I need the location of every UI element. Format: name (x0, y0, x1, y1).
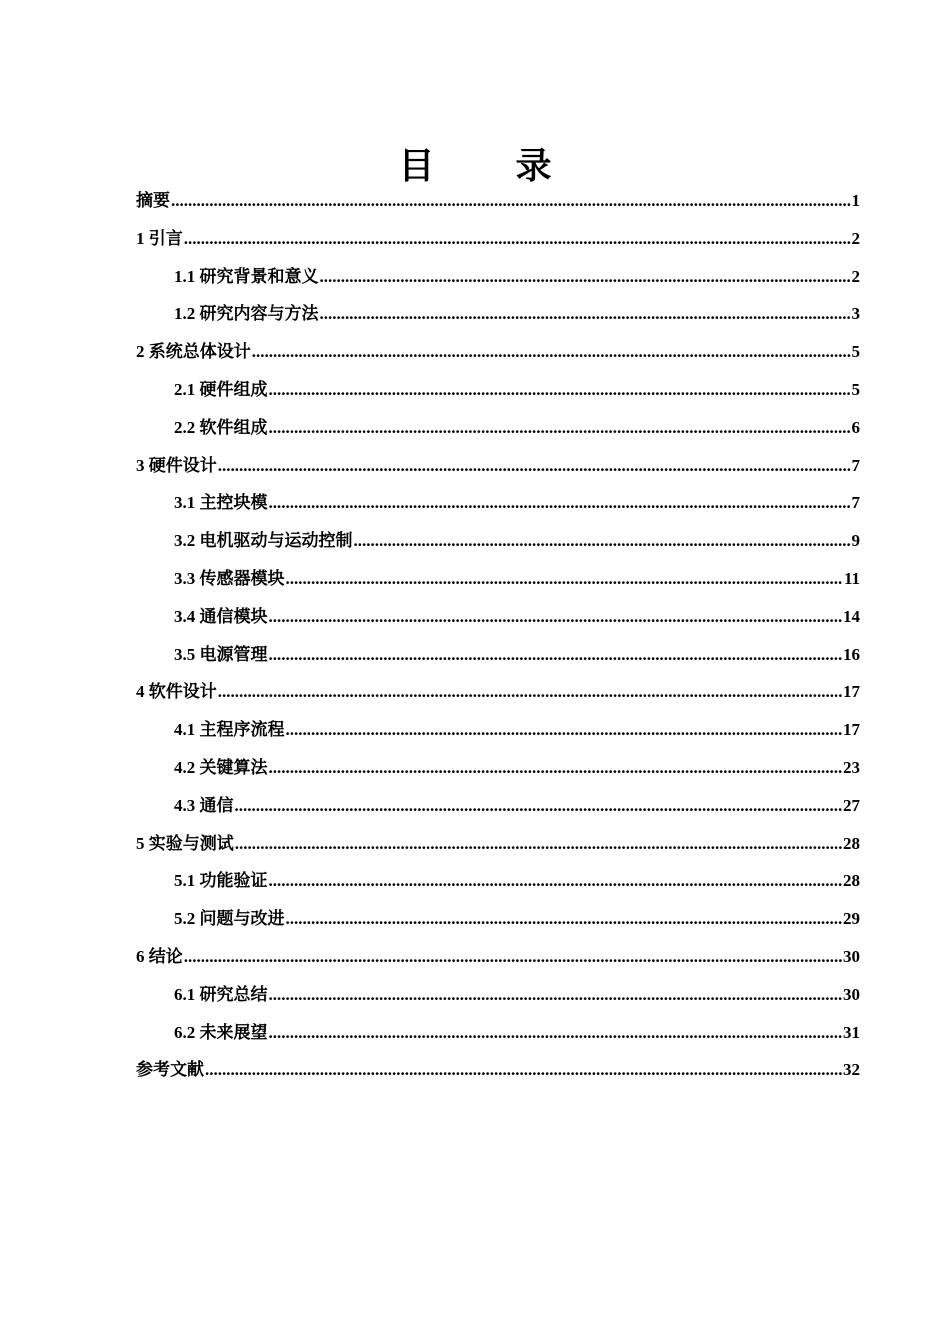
toc-page-number: 31 (843, 1022, 860, 1042)
toc-dot-leader (269, 1018, 843, 1048)
toc-entry-label: 5.2 问题与改进 (174, 909, 285, 929)
toc-entry-label: 2.2 软件组成 (174, 417, 268, 437)
toc-entry-label: 3.4 通信模块 (174, 606, 268, 626)
toc-page-number: 30 (843, 946, 860, 966)
toc-dot-leader (320, 299, 851, 329)
toc-entry-label: 1 引言 (136, 228, 183, 248)
toc-page-number: 7 (851, 493, 860, 513)
toc-entry-label: 3.3 传感器模块 (174, 568, 285, 588)
toc-entry[interactable] (136, 942, 860, 980)
toc-dot-leader (184, 942, 842, 972)
toc-subentry[interactable] (136, 526, 860, 564)
toc-subentry[interactable] (136, 299, 860, 337)
toc-dot-leader (184, 224, 851, 254)
toc-subentry[interactable] (136, 262, 860, 300)
toc-dot-leader (252, 337, 851, 367)
toc-entry-label: 6.1 研究总结 (174, 984, 268, 1004)
toc-entry-label: 1.2 研究内容与方法 (174, 304, 319, 324)
toc-entry-label: 1.1 研究背景和意义 (174, 266, 319, 286)
toc-page-number: 11 (843, 568, 860, 588)
page-title: 目 录 (398, 146, 588, 186)
toc-subentry[interactable] (136, 488, 860, 526)
toc-entry-label: 摘要 (136, 191, 170, 210)
toc-entry-label: 4.3 通信 (174, 795, 234, 815)
toc-subentry[interactable] (136, 602, 860, 640)
toc-dot-leader (286, 904, 843, 934)
toc-page-number: 2 (851, 266, 860, 286)
toc-dot-leader (286, 715, 843, 745)
toc-entry-label: 2 系统总体设计 (136, 342, 251, 362)
toc-subentry[interactable] (136, 1018, 860, 1056)
toc-page-number: 17 (843, 720, 860, 740)
toc-page-number: 28 (843, 871, 860, 891)
toc-page-number: 14 (843, 606, 860, 626)
toc-entry[interactable] (136, 829, 860, 867)
toc-entry[interactable] (136, 186, 860, 224)
toc-dot-leader (235, 791, 843, 821)
toc-dot-leader (269, 980, 843, 1010)
toc-entry-label: 5 实验与测试 (136, 833, 234, 853)
toc-dot-leader (171, 186, 851, 216)
toc-page-number: 27 (843, 795, 860, 815)
toc-page-number: 30 (843, 984, 860, 1004)
toc-page-number: 9 (851, 531, 860, 551)
toc-dot-leader (269, 413, 851, 443)
toc-dot-leader (286, 564, 843, 594)
toc-dot-leader (205, 1055, 842, 1085)
toc-dot-leader (269, 602, 843, 632)
toc-dot-leader (269, 640, 843, 670)
toc-entry-label: 参考文献 (136, 1060, 204, 1080)
toc-subentry[interactable] (136, 564, 860, 602)
toc-entry-label: 6 结论 (136, 946, 183, 966)
toc-page-number: 1 (851, 191, 860, 210)
toc-entry[interactable] (136, 224, 860, 262)
toc-entry[interactable] (136, 451, 860, 489)
toc-dot-leader (269, 753, 843, 783)
toc-page-number: 2 (851, 228, 860, 248)
toc-entry-label: 3.2 电机驱动与运动控制 (174, 531, 353, 551)
toc-page-number: 17 (843, 682, 860, 702)
toc-dot-leader (269, 488, 851, 518)
toc-subentry[interactable] (136, 753, 860, 791)
toc-page-number: 3 (851, 304, 860, 324)
toc-dot-leader (235, 829, 842, 859)
toc-page-number: 16 (843, 644, 860, 664)
toc-entry-label: 6.2 未来展望 (174, 1022, 268, 1042)
toc-entry[interactable] (136, 1055, 860, 1093)
toc-entry[interactable] (136, 337, 860, 375)
toc-entry-label: 3 硬件设计 (136, 455, 217, 475)
toc-dot-leader (320, 262, 851, 292)
toc-dot-leader (269, 866, 843, 896)
toc-page-number: 6 (851, 417, 860, 437)
toc-entry-label: 5.1 功能验证 (174, 871, 268, 891)
toc-dot-leader (269, 375, 851, 405)
toc-page-number: 32 (843, 1060, 860, 1080)
toc-page-number: 5 (851, 342, 860, 362)
toc-dot-leader (218, 677, 842, 707)
toc-dot-leader (218, 451, 851, 481)
toc-subentry[interactable] (136, 715, 860, 753)
toc-subentry[interactable] (136, 640, 860, 678)
toc-entry-label: 3.1 主控块模 (174, 493, 268, 513)
toc-page-number: 29 (843, 909, 860, 929)
toc-entry-label: 4.2 关键算法 (174, 757, 268, 777)
toc-subentry[interactable] (136, 375, 860, 413)
toc-subentry[interactable] (136, 791, 860, 829)
toc-page-number: 5 (851, 379, 860, 399)
toc-dot-leader (354, 526, 851, 556)
toc-entry-label: 3.5 电源管理 (174, 644, 268, 664)
toc-page-number: 28 (843, 833, 860, 853)
toc-entry-label: 2.1 硬件组成 (174, 379, 268, 399)
toc-page-number: 7 (851, 455, 860, 475)
toc-subentry[interactable] (136, 980, 860, 1018)
toc-entry-label: 4 软件设计 (136, 682, 217, 702)
toc-entry[interactable] (136, 677, 860, 715)
toc-subentry[interactable] (136, 413, 860, 451)
toc-subentry[interactable] (136, 866, 860, 904)
toc-page-number: 23 (843, 757, 860, 777)
toc-subentry[interactable] (136, 904, 860, 942)
table-of-contents (136, 186, 860, 1093)
toc-entry-label: 4.1 主程序流程 (174, 720, 285, 740)
